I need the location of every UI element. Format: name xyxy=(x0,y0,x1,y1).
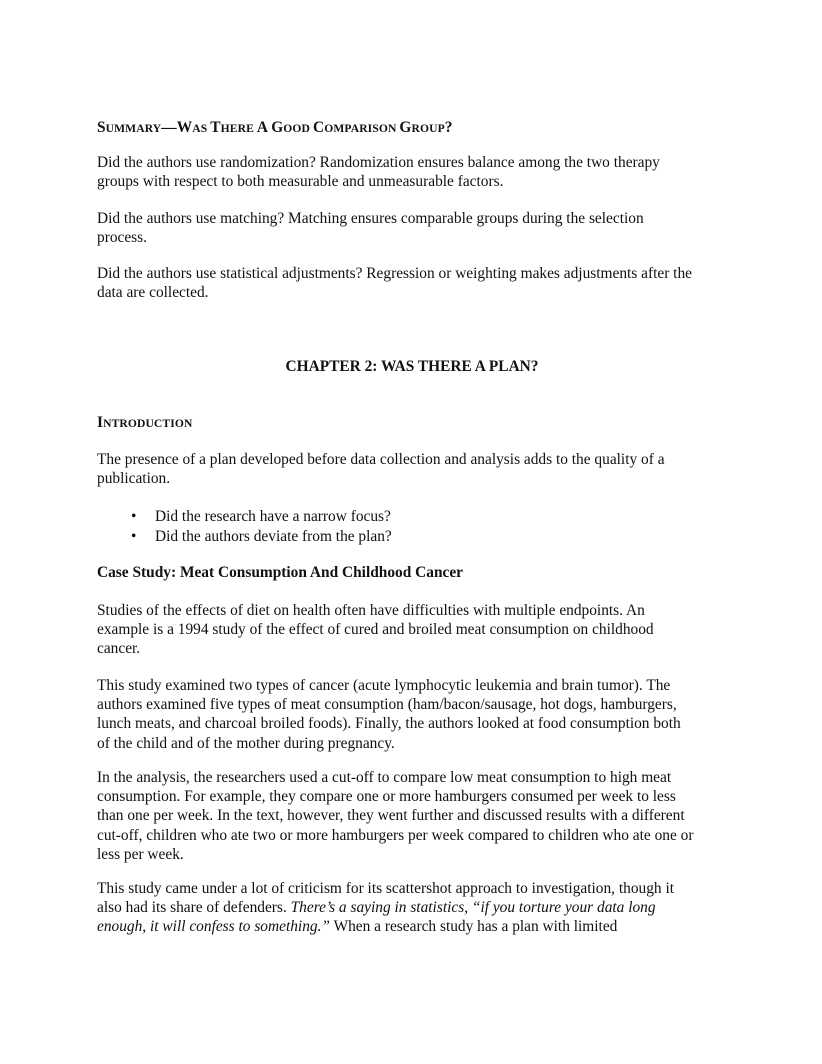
chapter-title: CHAPTER 2: WAS THERE A PLAN? xyxy=(285,358,539,375)
list-item: • Did the authors deviate from the plan? xyxy=(131,527,392,545)
case-study-heading: Case Study: Meat Consumption And Childhood Cancer xyxy=(97,564,464,581)
case-study-paragraph-3: In the analysis, the researchers used a cut-off to compare low meat consumption to high meat consumption. For example, they compare one or more hamburgers consumed per week to less than one per week. In the text, however, they went further and discussed results with a different cut-off, children who ate two or more hamburgers per week compared to children who ate one or less per week. xyxy=(97,769,694,863)
summary-heading: SUMMARY—WAS THERE A GOOD COMPARISON GROUP? xyxy=(97,119,453,136)
introduction-paragraph: The presence of a plan developed before data collection and analysis adds to the quality of a publication. xyxy=(97,451,665,488)
list-item: • Did the research have a narrow focus? xyxy=(131,508,391,525)
summary-paragraph-adjustments: Did the authors use statistical adjustments? Regression or weighting makes adjustments after the data are collected. xyxy=(97,265,692,302)
introduction-heading: INTRODUCTION xyxy=(97,414,193,431)
quote-italic: There’s a saying in statistics, “if you torture your data long xyxy=(290,899,656,917)
case-study-paragraph-2: This study examined two types of cancer (acute lymphocytic leukemia and brain tumor). The authors examined five types of meat consumption (ham/bacon/sausage, hot dogs, hamburgers, lunch meats, and charcoal broiled foods). Finally, the authors looked at food consumption both of the child and of the mother during pregnancy. xyxy=(97,677,681,752)
case-study-paragraph-1: Studies of the effects of diet on health often have difficulties with multiple endpoints. An example is a 1994 study of the effect of cured and broiled meat consumption on childhood cancer. xyxy=(97,602,654,658)
summary-paragraph-randomization: Did the authors use randomization? Randomization ensures balance among the two therapy groups with respect to both measurable and unmeasurable factors. xyxy=(97,154,660,191)
introduction-bullets xyxy=(97,507,727,546)
case-study-paragraph-4: This study came under a lot of criticism for its scattershot approach to investigation, though it also had its share of defenders. There’s a saying in statistics, “if you torture your data long enough, it will confess to something.” When a research study has a plan with limited xyxy=(97,880,675,936)
quote-italic-continued: enough, it will confess to something.” xyxy=(97,918,330,936)
summary-paragraph-matching: Did the authors use matching? Matching ensures comparable groups during the selection process. xyxy=(97,210,644,247)
bullet-icon: • xyxy=(131,508,137,525)
bullet-icon: • xyxy=(131,527,137,545)
